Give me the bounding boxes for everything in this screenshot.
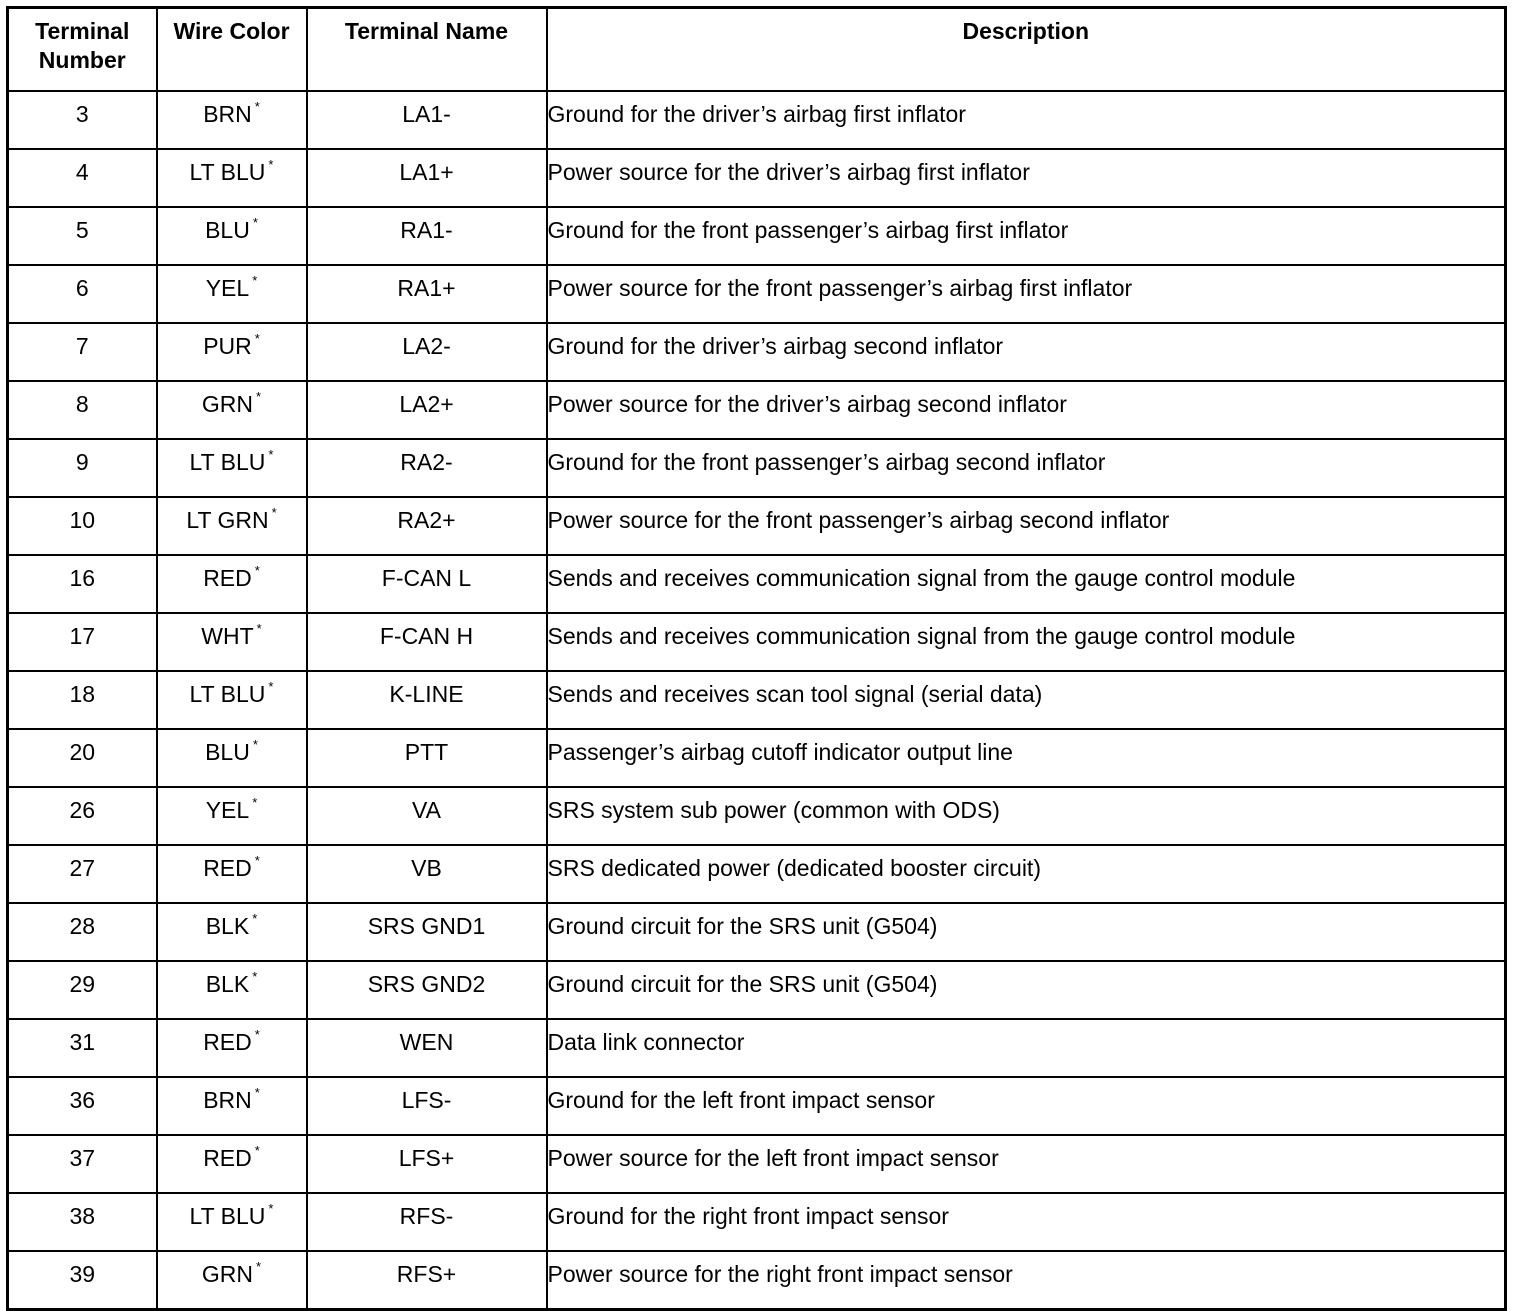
wire-color-text: BRN (203, 1087, 252, 1113)
footnote-mark: * (254, 853, 260, 868)
wire-color-text: PUR (203, 333, 252, 359)
footnote-mark: * (252, 737, 258, 752)
footnote-mark: * (268, 1201, 274, 1216)
terminal-number-cell: 28 (8, 903, 157, 961)
description-cell: Ground for the driver’s airbag first inflator (547, 91, 1506, 149)
wire-color-cell (157, 903, 307, 961)
description-cell: Power source for the driver’s airbag first inflator (547, 149, 1506, 207)
footnote-mark: * (254, 99, 260, 114)
terminal-number-cell: 29 (8, 961, 157, 1019)
footnote-mark: * (256, 621, 262, 636)
wire-color-cell (157, 381, 307, 439)
description-cell: Passenger’s airbag cutoff indicator output line (547, 729, 1506, 787)
wire-color-cell (157, 1077, 307, 1135)
terminal-number-cell: 39 (8, 1251, 157, 1310)
description-cell: Ground circuit for the SRS unit (G504) (547, 961, 1506, 1019)
table-row (8, 439, 1506, 497)
wire-color-text: LT BLU (189, 681, 266, 707)
wire-color-text: BRN (203, 101, 252, 127)
wire-color-text: LT BLU (189, 159, 266, 185)
footnote-mark: * (254, 1027, 260, 1042)
terminal-number-cell: 38 (8, 1193, 157, 1251)
terminal-number-cell: 9 (8, 439, 157, 497)
table-row (8, 845, 1506, 903)
terminal-number-cell: 20 (8, 729, 157, 787)
terminal-name-cell: SRS GND1 (307, 903, 547, 961)
header-description: Description (547, 8, 1506, 92)
terminal-name-cell: LA2- (307, 323, 547, 381)
terminal-name-cell: LA2+ (307, 381, 547, 439)
footnote-mark: * (254, 1085, 260, 1100)
table-header (8, 8, 1506, 92)
terminal-name-cell: PTT (307, 729, 547, 787)
footnote-mark: * (256, 389, 262, 404)
terminal-number-cell: 8 (8, 381, 157, 439)
table-row (8, 381, 1506, 439)
terminal-name-cell: RFS+ (307, 1251, 547, 1310)
table-row (8, 729, 1506, 787)
description-cell: Data link connector (547, 1019, 1506, 1077)
terminal-number-cell: 36 (8, 1077, 157, 1135)
description-cell: Sends and receives communication signal from the gauge control module (547, 555, 1506, 613)
terminal-table (6, 6, 1507, 1311)
terminal-name-cell: RA2- (307, 439, 547, 497)
footnote-mark: * (254, 1143, 260, 1158)
header-terminal-number: Terminal Number (8, 8, 157, 92)
description-cell: Power source for the right front impact sensor (547, 1251, 1506, 1310)
table-row (8, 149, 1506, 207)
footnote-mark: * (252, 273, 258, 288)
terminal-name-cell: K-LINE (307, 671, 547, 729)
wire-color-text: LT BLU (189, 1203, 266, 1229)
table-row (8, 1193, 1506, 1251)
terminal-number-cell: 26 (8, 787, 157, 845)
description-cell: Ground for the front passenger’s airbag second inflator (547, 439, 1506, 497)
terminal-number-cell: 7 (8, 323, 157, 381)
table-row (8, 1019, 1506, 1077)
terminal-name-cell: VB (307, 845, 547, 903)
wire-color-cell (157, 787, 307, 845)
terminal-number-cell: 31 (8, 1019, 157, 1077)
terminal-number-cell: 10 (8, 497, 157, 555)
table-row (8, 207, 1506, 265)
terminal-name-cell: LFS- (307, 1077, 547, 1135)
wire-color-text: RED (203, 1145, 252, 1171)
wire-color-text: RED (203, 565, 252, 591)
wire-color-cell (157, 1251, 307, 1310)
description-cell: SRS system sub power (common with ODS) (547, 787, 1506, 845)
terminal-number-cell: 4 (8, 149, 157, 207)
wire-color-text: RED (203, 855, 252, 881)
description-cell: Ground for the right front impact sensor (547, 1193, 1506, 1251)
wire-color-cell (157, 613, 307, 671)
wire-color-cell (157, 265, 307, 323)
footnote-mark: * (252, 215, 258, 230)
table-row (8, 671, 1506, 729)
table-row (8, 613, 1506, 671)
wire-color-cell (157, 497, 307, 555)
description-cell: Power source for the front passenger’s airbag first inflator (547, 265, 1506, 323)
terminal-name-cell: F-CAN H (307, 613, 547, 671)
description-cell: Sends and receives communication signal from the gauge control module (547, 613, 1506, 671)
description-cell: Power source for the front passenger’s airbag second inflator (547, 497, 1506, 555)
wire-color-text: BLU (205, 217, 250, 243)
wire-color-text: BLU (205, 739, 250, 765)
wire-color-cell (157, 323, 307, 381)
wire-color-cell (157, 91, 307, 149)
footnote-mark: * (268, 679, 274, 694)
wire-color-cell (157, 1019, 307, 1077)
wire-color-cell (157, 729, 307, 787)
terminal-table-sheet (6, 6, 1507, 1287)
terminal-name-cell: SRS GND2 (307, 961, 547, 1019)
wire-color-cell (157, 1135, 307, 1193)
wire-color-text: GRN (201, 391, 254, 417)
wire-color-cell (157, 845, 307, 903)
header-terminal-name: Terminal Name (307, 8, 547, 92)
wire-color-text: GRN (201, 1261, 254, 1287)
terminal-number-cell: 6 (8, 265, 157, 323)
description-cell: Ground circuit for the SRS unit (G504) (547, 903, 1506, 961)
table-row (8, 323, 1506, 381)
terminal-name-cell: VA (307, 787, 547, 845)
footnote-mark: * (268, 157, 274, 172)
wire-color-text: BLK (205, 913, 250, 939)
table-row (8, 555, 1506, 613)
terminal-number-cell: 3 (8, 91, 157, 149)
wire-color-text: BLK (205, 971, 250, 997)
wire-color-cell (157, 149, 307, 207)
wire-color-text: LT BLU (189, 449, 266, 475)
table-row (8, 497, 1506, 555)
footnote-mark: * (254, 563, 260, 578)
footnote-mark: * (268, 447, 274, 462)
terminal-name-cell: RA1- (307, 207, 547, 265)
footnote-mark: * (252, 795, 258, 810)
footnote-mark: * (252, 911, 258, 926)
wire-color-text: YEL (205, 275, 250, 301)
wire-color-cell (157, 439, 307, 497)
wire-color-cell (157, 207, 307, 265)
terminal-name-cell: LFS+ (307, 1135, 547, 1193)
table-body (8, 91, 1506, 1310)
table-row (8, 961, 1506, 1019)
wire-color-cell (157, 671, 307, 729)
terminal-name-cell: LA1+ (307, 149, 547, 207)
terminal-name-cell: F-CAN L (307, 555, 547, 613)
table-row (8, 1077, 1506, 1135)
header-row (8, 8, 1506, 92)
table-row (8, 265, 1506, 323)
terminal-name-cell: LA1- (307, 91, 547, 149)
terminal-number-cell: 17 (8, 613, 157, 671)
wire-color-text: LT GRN (186, 507, 269, 533)
description-cell: Ground for the front passenger’s airbag first inflator (547, 207, 1506, 265)
terminal-number-cell: 5 (8, 207, 157, 265)
description-cell: Power source for the left front impact sensor (547, 1135, 1506, 1193)
wire-color-cell (157, 1193, 307, 1251)
wire-color-text: WHT (201, 623, 254, 649)
table-row (8, 1251, 1506, 1310)
footnote-mark: * (256, 1259, 262, 1274)
footnote-mark: * (252, 969, 258, 984)
wire-color-cell (157, 961, 307, 1019)
terminal-number-cell: 27 (8, 845, 157, 903)
terminal-number-cell: 18 (8, 671, 157, 729)
description-cell: Ground for the left front impact sensor (547, 1077, 1506, 1135)
table-row (8, 1135, 1506, 1193)
description-cell: Ground for the driver’s airbag second inflator (547, 323, 1506, 381)
table-row (8, 787, 1506, 845)
footnote-mark: * (254, 331, 260, 346)
footnote-mark: * (271, 505, 277, 520)
table-row (8, 903, 1506, 961)
terminal-name-cell: WEN (307, 1019, 547, 1077)
terminal-name-cell: RA2+ (307, 497, 547, 555)
terminal-number-cell: 37 (8, 1135, 157, 1193)
terminal-number-cell: 16 (8, 555, 157, 613)
terminal-name-cell: RFS- (307, 1193, 547, 1251)
terminal-name-cell: RA1+ (307, 265, 547, 323)
wire-color-text: YEL (205, 797, 250, 823)
wire-color-text: RED (203, 1029, 252, 1055)
table-row (8, 91, 1506, 149)
description-cell: SRS dedicated power (dedicated booster circuit) (547, 845, 1506, 903)
description-cell: Sends and receives scan tool signal (serial data) (547, 671, 1506, 729)
description-cell: Power source for the driver’s airbag second inflator (547, 381, 1506, 439)
wire-color-cell (157, 555, 307, 613)
header-wire-color: Wire Color (157, 8, 307, 92)
